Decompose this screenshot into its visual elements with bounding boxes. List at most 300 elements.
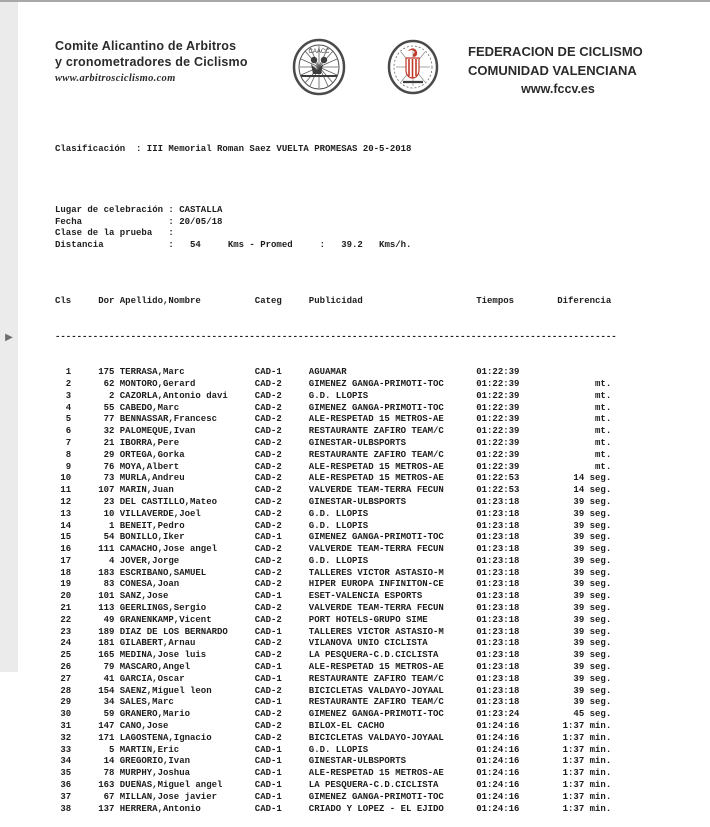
cell-cls: 28: [60, 685, 72, 696]
cell-cls: 26: [60, 662, 72, 673]
table-header-row: [55, 296, 695, 308]
cell-categ: CAD-2: [254, 508, 282, 519]
report-masthead: [0, 36, 710, 98]
table-divider: --------------------------------------------------------------------------------------------------------: [55, 331, 617, 342]
cell-dor: 79: [103, 662, 115, 673]
cell-tiempos: 01:23:18: [476, 496, 520, 507]
table-row: [55, 674, 695, 686]
window-top-border: [0, 0, 710, 2]
cell-publicidad: PORT HOTELS-GRUPO SIME: [308, 614, 428, 625]
cell-dor: 73: [103, 473, 115, 484]
federation-line2: COMUNIDAD VALENCIANA: [468, 63, 637, 78]
cell-publicidad: GINESTAR-ULBSPORTS: [308, 437, 407, 448]
cell-dor: 14: [103, 756, 115, 767]
cell-tiempos: 01:24:16: [476, 744, 520, 755]
detail-value: : 20/05/18: [168, 216, 223, 227]
cell-tiempos: 01:23:18: [476, 544, 520, 555]
table-row: [55, 450, 695, 462]
col-header-categ: Categ: [254, 296, 282, 307]
cell-cls: 38: [60, 803, 72, 814]
cell-diferencia: 39 seg.: [573, 662, 612, 673]
cell-publicidad: GIMENEZ GANGA-PRIMOTI-TOC: [308, 378, 444, 389]
cell-publicidad: AGUAMAR: [308, 367, 347, 378]
cell-dor: 183: [98, 567, 115, 578]
cell-name: MURLA,Andreu: [119, 473, 185, 484]
cell-tiempos: 01:23:18: [476, 520, 520, 531]
table-row: [55, 367, 695, 379]
cell-dor: 32: [103, 426, 115, 437]
cell-diferencia: 39 seg.: [573, 591, 612, 602]
table-row: [55, 745, 695, 757]
cell-publicidad: CRIADO Y LOPEZ - EL EJIDO: [308, 803, 444, 814]
cell-tiempos: 01:23:18: [476, 626, 520, 637]
cell-dor: 107: [98, 485, 115, 496]
cell-dor: 54: [103, 532, 115, 543]
cell-name: MILLAN,Jose javier: [119, 791, 217, 802]
table-row: [55, 721, 695, 733]
cell-dor: 62: [103, 378, 115, 389]
cell-tiempos: 01:22:53: [476, 473, 520, 484]
cell-diferencia: 39 seg.: [573, 603, 612, 614]
cell-diferencia: mt.: [595, 449, 612, 460]
col-header-diferencia: Diferencia: [557, 296, 612, 307]
cell-name: IBORRA,Pere: [119, 437, 180, 448]
cell-categ: CAD-2: [254, 579, 282, 590]
cell-tiempos: 01:23:24: [476, 709, 520, 720]
cell-publicidad: BILOX-EL CACHO: [308, 721, 385, 732]
cell-diferencia: 1:37 min.: [562, 721, 612, 732]
cell-diferencia: 39 seg.: [573, 697, 612, 708]
cell-cls: 32: [60, 732, 72, 743]
cell-dor: 41: [103, 673, 115, 684]
cell-tiempos: 01:24:16: [476, 721, 520, 732]
cell-publicidad: ALE-RESPETAD 15 METROS-AE: [308, 662, 444, 673]
cell-diferencia: [519, 367, 611, 379]
federation-block: [468, 42, 648, 99]
cell-dor: 83: [103, 579, 115, 590]
cell-categ: CAD-2: [254, 485, 282, 496]
cell-tiempos: 01:23:18: [476, 508, 520, 519]
cell-name: DEL CASTILLO,Mateo: [119, 496, 217, 507]
cell-name: SAENZ,Miguel leon: [119, 685, 212, 696]
cell-cls: 37: [60, 791, 72, 802]
cell-cls: 4: [65, 402, 72, 413]
cell-cls: 35: [60, 768, 72, 779]
table-row: [55, 697, 695, 709]
cell-name: VILLAVERDE,Joel: [119, 508, 201, 519]
cell-name: CAZORLA,Antonio davi: [119, 390, 228, 401]
cell-diferencia: mt.: [595, 402, 612, 413]
federation-url: www.fccv.es: [521, 82, 595, 96]
cell-tiempos: 01:22:39: [476, 449, 520, 460]
cell-cls: 23: [60, 626, 72, 637]
cell-categ: CAD-1: [254, 803, 282, 814]
table-row: [55, 591, 695, 603]
cell-tiempos: 01:23:18: [476, 603, 520, 614]
cell-categ: CAD-2: [254, 721, 282, 732]
cell-dor: 111: [98, 544, 115, 555]
committee-line1: Comite Alicantino de Arbitros: [55, 39, 237, 53]
cell-dor: 101: [98, 591, 115, 602]
cell-cls: 7: [65, 437, 72, 448]
cell-cls: 2: [65, 378, 72, 389]
detail-line: [55, 205, 695, 217]
detail-label: Clase de la prueba: [55, 228, 153, 239]
cell-publicidad: HIPER EUROPA INFINITON-CE: [308, 579, 444, 590]
cell-dor: 154: [98, 685, 115, 696]
cell-categ: CAD-2: [254, 437, 282, 448]
cell-cls: 20: [60, 591, 72, 602]
cell-tiempos: 01:22:39: [476, 426, 520, 437]
cell-cls: 14: [60, 520, 72, 531]
cell-cls: 29: [60, 697, 72, 708]
cell-dor: 59: [103, 709, 115, 720]
cell-name: GEERLINGS,Sergio: [119, 603, 207, 614]
cell-categ: CAD-2: [254, 685, 282, 696]
cell-tiempos: 01:22:39: [476, 402, 520, 413]
cell-diferencia: 39 seg.: [573, 555, 612, 566]
cell-cls: 36: [60, 780, 72, 791]
cell-categ: CAD-1: [254, 532, 282, 543]
cell-tiempos: 01:24:16: [476, 768, 520, 779]
cell-publicidad: GIMENEZ GANGA-PRIMOTI-TOC: [308, 791, 444, 802]
cell-categ: CAD-2: [254, 390, 282, 401]
committee-block: [55, 38, 248, 87]
cell-name: MARTIN,Eric: [119, 744, 180, 755]
cell-name: BENNASSAR,Francesc: [119, 414, 217, 425]
cell-name: ORTEGA,Gorka: [119, 449, 185, 460]
cell-cls: 16: [60, 544, 72, 555]
cell-diferencia: 1:37 min.: [562, 791, 612, 802]
cell-dor: 137: [98, 803, 115, 814]
cell-diferencia: 39 seg.: [573, 520, 612, 531]
cell-tiempos: 01:23:18: [476, 567, 520, 578]
cell-diferencia: mt.: [595, 378, 612, 389]
cell-categ: CAD-2: [254, 732, 282, 743]
cell-categ: CAD-2: [254, 402, 282, 413]
cell-publicidad: ESET-VALENCIA ESPORTS: [308, 591, 423, 602]
table-row: [55, 627, 695, 639]
cell-cls: 25: [60, 650, 72, 661]
cell-diferencia: 14 seg.: [573, 473, 612, 484]
cell-publicidad: VALVERDE TEAM-TERRA FECUN: [308, 485, 444, 496]
cell-tiempos: 01:23:18: [476, 555, 520, 566]
cell-diferencia: 39 seg.: [573, 638, 612, 649]
col-header-cls: Cls: [55, 296, 72, 307]
results-table: [55, 367, 695, 815]
cell-categ: CAD-2: [254, 520, 282, 531]
table-row: [55, 756, 695, 768]
cell-publicidad: GINESTAR-ULBSPORTS: [308, 756, 407, 767]
cell-dor: 163: [98, 780, 115, 791]
cell-name: MASCARO,Angel: [119, 662, 190, 673]
cell-dor: 55: [103, 402, 115, 413]
cell-name: SALES,Marc: [119, 697, 174, 708]
cell-diferencia: mt.: [595, 390, 612, 401]
cell-tiempos: 01:24:16: [476, 780, 520, 791]
cell-tiempos: 01:23:18: [476, 591, 520, 602]
cell-tiempos: 01:22:39: [476, 390, 520, 401]
cell-name: GRANERO,Mario: [119, 709, 190, 720]
cell-tiempos: 01:24:16: [476, 756, 520, 767]
cell-dor: 1: [108, 520, 115, 531]
committee-url: www.arbitrosciclismo.com: [55, 73, 176, 84]
event-details: [55, 205, 695, 252]
cell-cls: 1: [65, 367, 72, 378]
cell-name: DIAZ DE LOS BERNARDO: [119, 626, 228, 637]
cell-tiempos: 01:22:39: [476, 437, 520, 448]
cell-diferencia: 39 seg.: [573, 496, 612, 507]
cell-publicidad: G.D. LLOPIS: [308, 520, 369, 531]
cell-cls: 9: [65, 461, 72, 472]
table-row: [55, 556, 695, 568]
cell-cls: 22: [60, 614, 72, 625]
table-row: [55, 462, 695, 474]
cell-cls: 21: [60, 603, 72, 614]
cell-publicidad: ALE-RESPETAD 15 METROS-AE: [308, 768, 444, 779]
cell-publicidad: RESTAURANTE ZAFIRO TEAM/C: [308, 673, 444, 684]
cell-cls: 5: [65, 414, 72, 425]
cell-name: BONILLO,Iker: [119, 532, 185, 543]
expand-arrow-icon[interactable]: ▶: [5, 332, 13, 343]
cell-cls: 10: [60, 473, 72, 484]
cell-diferencia: mt.: [595, 414, 612, 425]
cell-cls: 34: [60, 756, 72, 767]
cell-dor: 4: [108, 555, 115, 566]
cell-categ: CAD-2: [254, 378, 282, 389]
cell-diferencia: 1:37 min.: [562, 780, 612, 791]
cell-dor: 181: [98, 638, 115, 649]
cell-dor: 77: [103, 414, 115, 425]
cell-name: MONTORO,Gerard: [119, 378, 196, 389]
cell-cls: 6: [65, 426, 72, 437]
table-row: [55, 603, 695, 615]
cell-categ: CAD-1: [254, 662, 282, 673]
cell-tiempos: 01:24:16: [476, 732, 520, 743]
cell-categ: CAD-2: [254, 709, 282, 720]
table-row: [55, 568, 695, 580]
table-row: [55, 485, 695, 497]
detail-value: : 54 Kms - Promed : 39.2 Kms/h.: [168, 240, 412, 251]
detail-line: [55, 228, 695, 240]
cell-categ: CAD-2: [254, 414, 282, 425]
cell-publicidad: GIMENEZ GANGA-PRIMOTI-TOC: [308, 532, 444, 543]
cell-cls: 3: [65, 390, 72, 401]
table-row: [55, 804, 695, 816]
cell-tiempos: 01:22:53: [476, 485, 520, 496]
cell-cls: 17: [60, 555, 72, 566]
cell-diferencia: mt.: [595, 437, 612, 448]
cell-publicidad: RESTAURANTE ZAFIRO TEAM/C: [308, 449, 444, 460]
cell-dor: 34: [103, 697, 115, 708]
cell-categ: CAD-1: [254, 697, 282, 708]
cell-name: BENEIT,Pedro: [119, 520, 185, 531]
cell-diferencia: 1:37 min.: [562, 732, 612, 743]
cell-categ: CAD-2: [254, 650, 282, 661]
cell-categ: CAD-1: [254, 626, 282, 637]
cell-publicidad: GIMENEZ GANGA-PRIMOTI-TOC: [308, 402, 444, 413]
cell-dor: 78: [103, 768, 115, 779]
cell-name: CONESA,Joan: [119, 579, 180, 590]
cell-categ: CAD-1: [254, 744, 282, 755]
cell-name: TERRASA,Marc: [119, 367, 185, 378]
cell-publicidad: GINESTAR-ULBSPORTS: [308, 496, 407, 507]
cell-name: GARCIA,Oscar: [119, 673, 185, 684]
title-value: : III Memorial Roman Saez VUELTA PROMESAS 20-5-2018: [136, 143, 412, 154]
cell-categ: CAD-2: [254, 496, 282, 507]
cell-name: JOVER,Jorge: [119, 555, 180, 566]
cell-publicidad: G.D. LLOPIS: [308, 744, 369, 755]
cell-categ: CAD-1: [254, 768, 282, 779]
cell-cls: 19: [60, 579, 72, 590]
cell-dor: 189: [98, 626, 115, 637]
cell-publicidad: TALLERES VICTOR ASTASIO-M: [308, 567, 444, 578]
detail-label: Distancia: [55, 240, 104, 251]
report-title: [55, 144, 695, 156]
table-row: [55, 768, 695, 780]
table-row: [55, 438, 695, 450]
cell-publicidad: TALLERES VICTOR ASTASIO-M: [308, 626, 444, 637]
cell-categ: CAD-1: [254, 673, 282, 684]
cell-tiempos: 01:23:18: [476, 532, 520, 543]
cell-dor: 10: [103, 508, 115, 519]
cell-categ: CAD-2: [254, 567, 282, 578]
cell-name: HERRERA,Antonio: [119, 803, 201, 814]
cell-name: DUEÑAS,Miguel angel: [119, 780, 223, 791]
table-row: [55, 544, 695, 556]
cell-cls: 27: [60, 673, 72, 684]
cell-diferencia: 39 seg.: [573, 532, 612, 543]
table-row: [55, 426, 695, 438]
cell-diferencia: 1:37 min.: [562, 803, 612, 814]
table-row: [55, 615, 695, 627]
cell-diferencia: 1:37 min.: [562, 768, 612, 779]
table-row: [55, 733, 695, 745]
cell-publicidad: ALE-RESPETAD 15 METROS-AE: [308, 414, 444, 425]
cell-categ: CAD-2: [254, 461, 282, 472]
detail-line: [55, 240, 695, 252]
table-row: [55, 662, 695, 674]
cell-cls: 11: [60, 485, 72, 496]
cell-tiempos: 01:22:39: [476, 414, 520, 425]
detail-value: :: [168, 228, 180, 239]
cell-cls: 12: [60, 496, 72, 507]
cell-publicidad: G.D. LLOPIS: [308, 390, 369, 401]
cell-dor: 175: [98, 367, 115, 378]
committee-line2: y cronometradores de Ciclismo: [55, 55, 248, 69]
cell-name: MARIN,Juan: [119, 485, 174, 496]
cell-dor: 67: [103, 791, 115, 802]
cell-dor: 21: [103, 437, 115, 448]
cell-name: GREGORIO,Ivan: [119, 756, 190, 767]
table-row: [55, 497, 695, 509]
cell-dor: 23: [103, 496, 115, 507]
table-row: [55, 579, 695, 591]
cell-dor: 76: [103, 461, 115, 472]
cell-publicidad: RESTAURANTE ZAFIRO TEAM/C: [308, 426, 444, 437]
federation-line1: FEDERACION DE CICLISMO: [468, 44, 643, 59]
cell-diferencia: 39 seg.: [573, 508, 612, 519]
title-label: Clasificación: [55, 143, 126, 154]
svg-text:CAACC: CAACC: [308, 49, 330, 55]
cell-dor: 49: [103, 614, 115, 625]
cell-categ: CAD-1: [254, 780, 282, 791]
cell-publicidad: ALE-RESPETAD 15 METROS-AE: [308, 473, 444, 484]
table-row: [55, 391, 695, 403]
cell-name: GILABERT,Arnau: [119, 638, 196, 649]
classification-report: [55, 120, 695, 827]
table-row: [55, 509, 695, 521]
cell-name: GRANENKAMP,Vicent: [119, 614, 212, 625]
table-row: [55, 379, 695, 391]
table-row: [55, 414, 695, 426]
cell-publicidad: RESTAURANTE ZAFIRO TEAM/C: [308, 697, 444, 708]
cell-cls: 15: [60, 532, 72, 543]
cell-diferencia: 45 seg.: [573, 709, 612, 720]
cell-name: CAMACHO,Jose angel: [119, 544, 217, 555]
cell-categ: CAD-2: [254, 638, 282, 649]
cell-name: CANO,Jose: [119, 721, 169, 732]
cell-publicidad: VILANOVA UNIO CICLISTA: [308, 638, 428, 649]
cell-diferencia: mt.: [595, 426, 612, 437]
cell-publicidad: LA PESQUERA-C.D.CICLISTA: [308, 780, 439, 791]
cell-cls: 31: [60, 721, 72, 732]
cell-tiempos: 01:23:18: [476, 579, 520, 590]
table-row: [55, 686, 695, 698]
table-row: [55, 521, 695, 533]
cell-cls: 24: [60, 638, 72, 649]
cell-publicidad: GIMENEZ GANGA-PRIMOTI-TOC: [308, 709, 444, 720]
cell-name: CABEDO,Marc: [119, 402, 180, 413]
cell-diferencia: 39 seg.: [573, 685, 612, 696]
cell-publicidad: G.D. LLOPIS: [308, 508, 369, 519]
detail-value: : CASTALLA: [168, 204, 223, 215]
cell-categ: CAD-2: [254, 473, 282, 484]
table-row: [55, 792, 695, 804]
cell-dor: 5: [108, 744, 115, 755]
cell-publicidad: VALVERDE TEAM-TERRA FECUN: [308, 603, 444, 614]
cell-diferencia: 39 seg.: [573, 544, 612, 555]
cell-name: LAGOSTENA,Ignacio: [119, 732, 212, 743]
cell-categ: CAD-1: [254, 791, 282, 802]
table-row: [55, 650, 695, 662]
detail-label: Lugar de celebración: [55, 204, 164, 215]
cell-name: PALOMEQUE,Ivan: [119, 426, 196, 437]
table-row: [55, 473, 695, 485]
col-header-name: Apellido,Nombre: [119, 296, 201, 307]
cell-tiempos: 01:24:16: [476, 803, 520, 814]
cell-tiempos: 01:23:18: [476, 638, 520, 649]
cell-categ: CAD-1: [254, 367, 282, 378]
cell-cls: 33: [60, 744, 72, 755]
cell-tiempos: 01:23:18: [476, 650, 520, 661]
table-row: [55, 403, 695, 415]
cell-dor: 147: [98, 721, 115, 732]
caacc-stamp-icon: [291, 38, 347, 96]
cell-tiempos: 01:23:18: [476, 614, 520, 625]
table-row: [55, 780, 695, 792]
cell-tiempos: 01:23:18: [476, 662, 520, 673]
cell-publicidad: VALVERDE TEAM-TERRA FECUN: [308, 544, 444, 555]
cell-categ: CAD-1: [254, 591, 282, 602]
cell-categ: CAD-2: [254, 614, 282, 625]
cell-diferencia: 14 seg.: [573, 485, 612, 496]
cell-name: ESCRIBANO,SAMUEL: [119, 567, 207, 578]
cell-name: MURPHY,Joshua: [119, 768, 190, 779]
col-header-tiempos: Tiempos: [476, 296, 515, 307]
cell-categ: CAD-2: [254, 426, 282, 437]
cell-categ: CAD-1: [254, 756, 282, 767]
